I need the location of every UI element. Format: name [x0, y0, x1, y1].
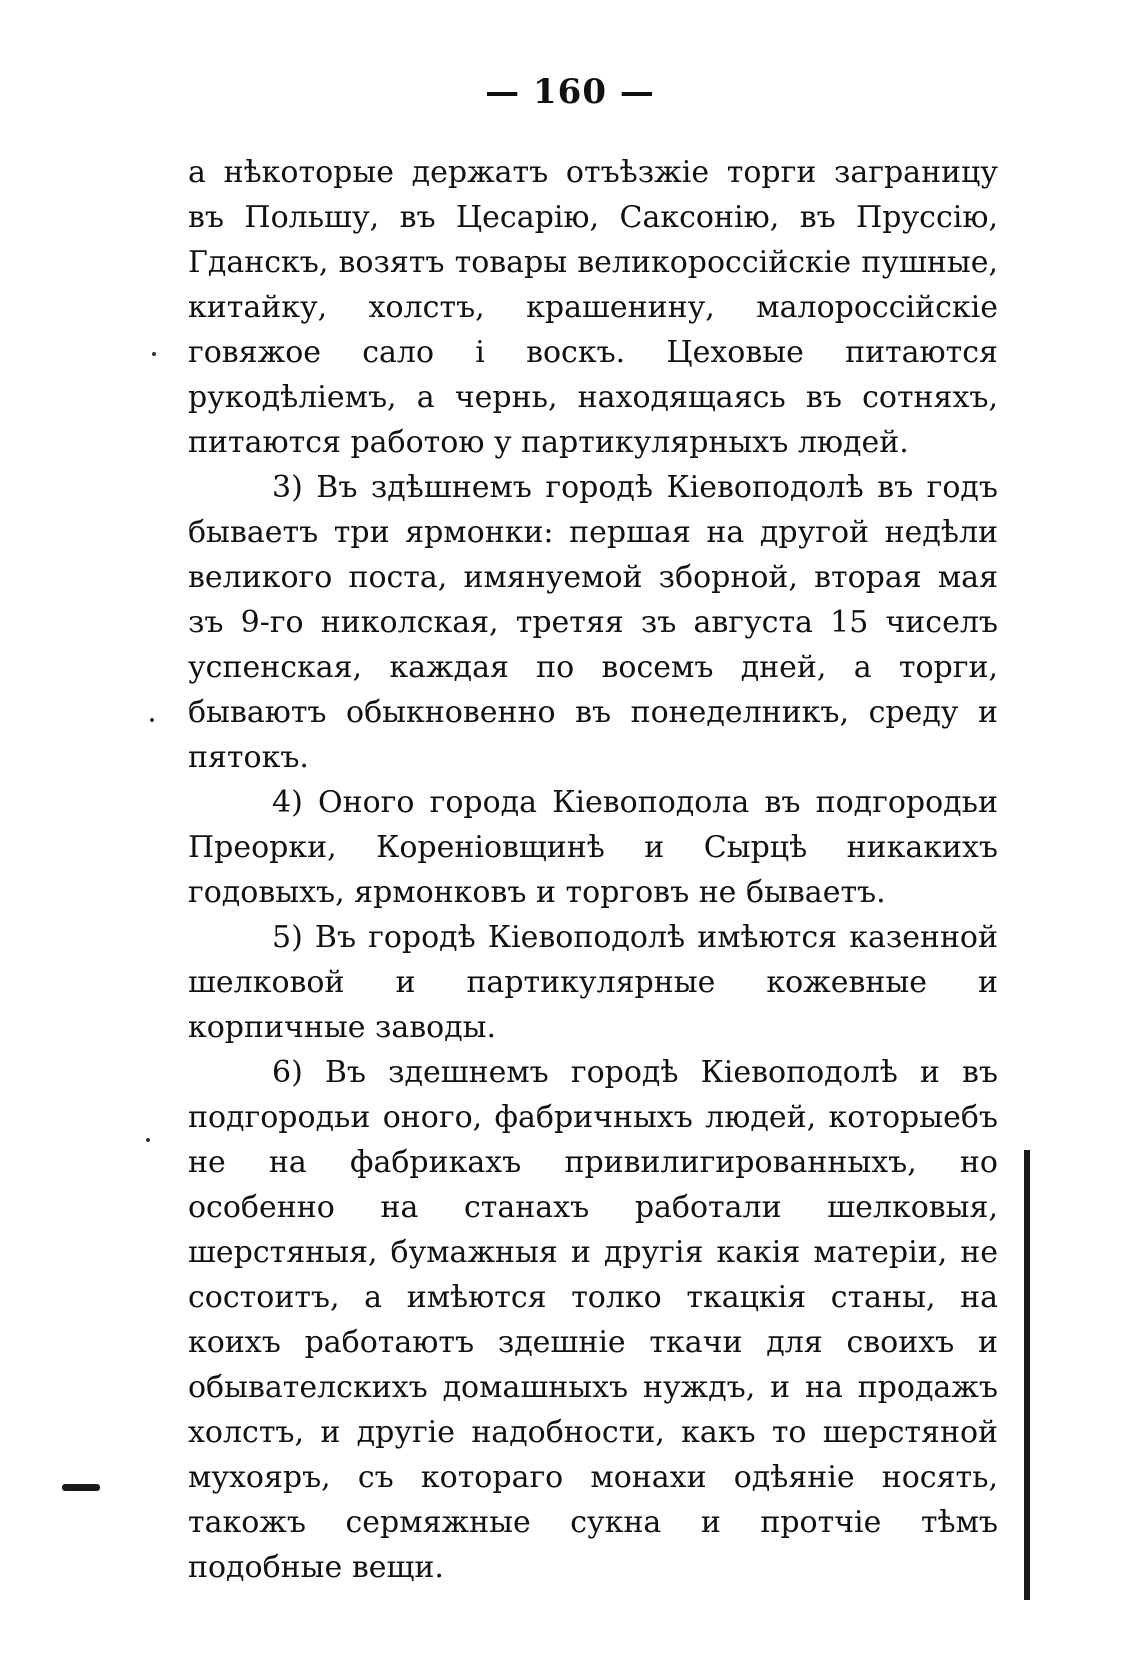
page-number: — 160 — — [485, 72, 655, 112]
ink-speck — [146, 1138, 150, 1142]
paragraph-3: 3) Въ здѣшнемъ городѣ Кіевоподолѣ въ годъ бываетъ три ярмонки: першая на другой недѣли великого поста, имянуемой зборной, вторая мая зъ 9-го николская, третяя зъ августа 15 чиселъ успенская, каждая по восемъ дней, а торги, бываютъ обыкновенно въ понеделникъ, среду и пятокъ. — [188, 470, 998, 775]
paragraph-continuation: а нѣкоторые держатъ отъѣзжіе торги заграницу въ Польшу, въ Цесарію, Саксонію, въ Пруссію, Гданскъ, возятъ товары великороссійскіе пушные, китайку, холстъ, крашенину, малороссійскіе говяжое сало і воскъ. Цеховые питаются рукодѣліемъ, а чернь, находящаясь въ сотняхъ, питаются работою у партикулярныхъ людей. — [188, 155, 998, 460]
ink-speck — [150, 718, 154, 722]
paragraph-5: 5) Въ городѣ Кіевоподолѣ имѣются казенной шелковой и партикулярные кожевные и корпичные заводы. — [188, 920, 998, 1045]
paragraph-4: 4) Оного города Кіевоподола въ подгородьи Преорки, Кореніовщинѣ и Сырцѣ никакихъ годовыхъ, ярмонковъ и торговъ не бываетъ. — [188, 785, 998, 910]
binding-edge-line — [1024, 1150, 1030, 1600]
ink-speck — [152, 352, 156, 356]
body-text — [188, 150, 998, 1590]
margin-ink-mark — [62, 1484, 100, 1491]
paragraph-6: 6) Въ здешнемъ городѣ Кіевоподолѣ и въ подгородьи оного, фабричныхъ людей, которыебъ не на фабрикахъ привилигированныхъ, но особенно на станахъ работали шелковыя, шерстяныя, бумажныя и другія какія матеріи, не состоитъ, а имѣются толко ткацкія станы, на коихъ работаютъ здешніе ткачи для своихъ и обывателскихъ домашныхъ нуждъ, и на продажъ холстъ, и другіе надобности, какъ то шерстяной мухояръ, съ котораго монахи одѣяніе носять, такожъ сермяжные сукна и протчіе тѣмъ подобные вещи. — [188, 1055, 998, 1585]
